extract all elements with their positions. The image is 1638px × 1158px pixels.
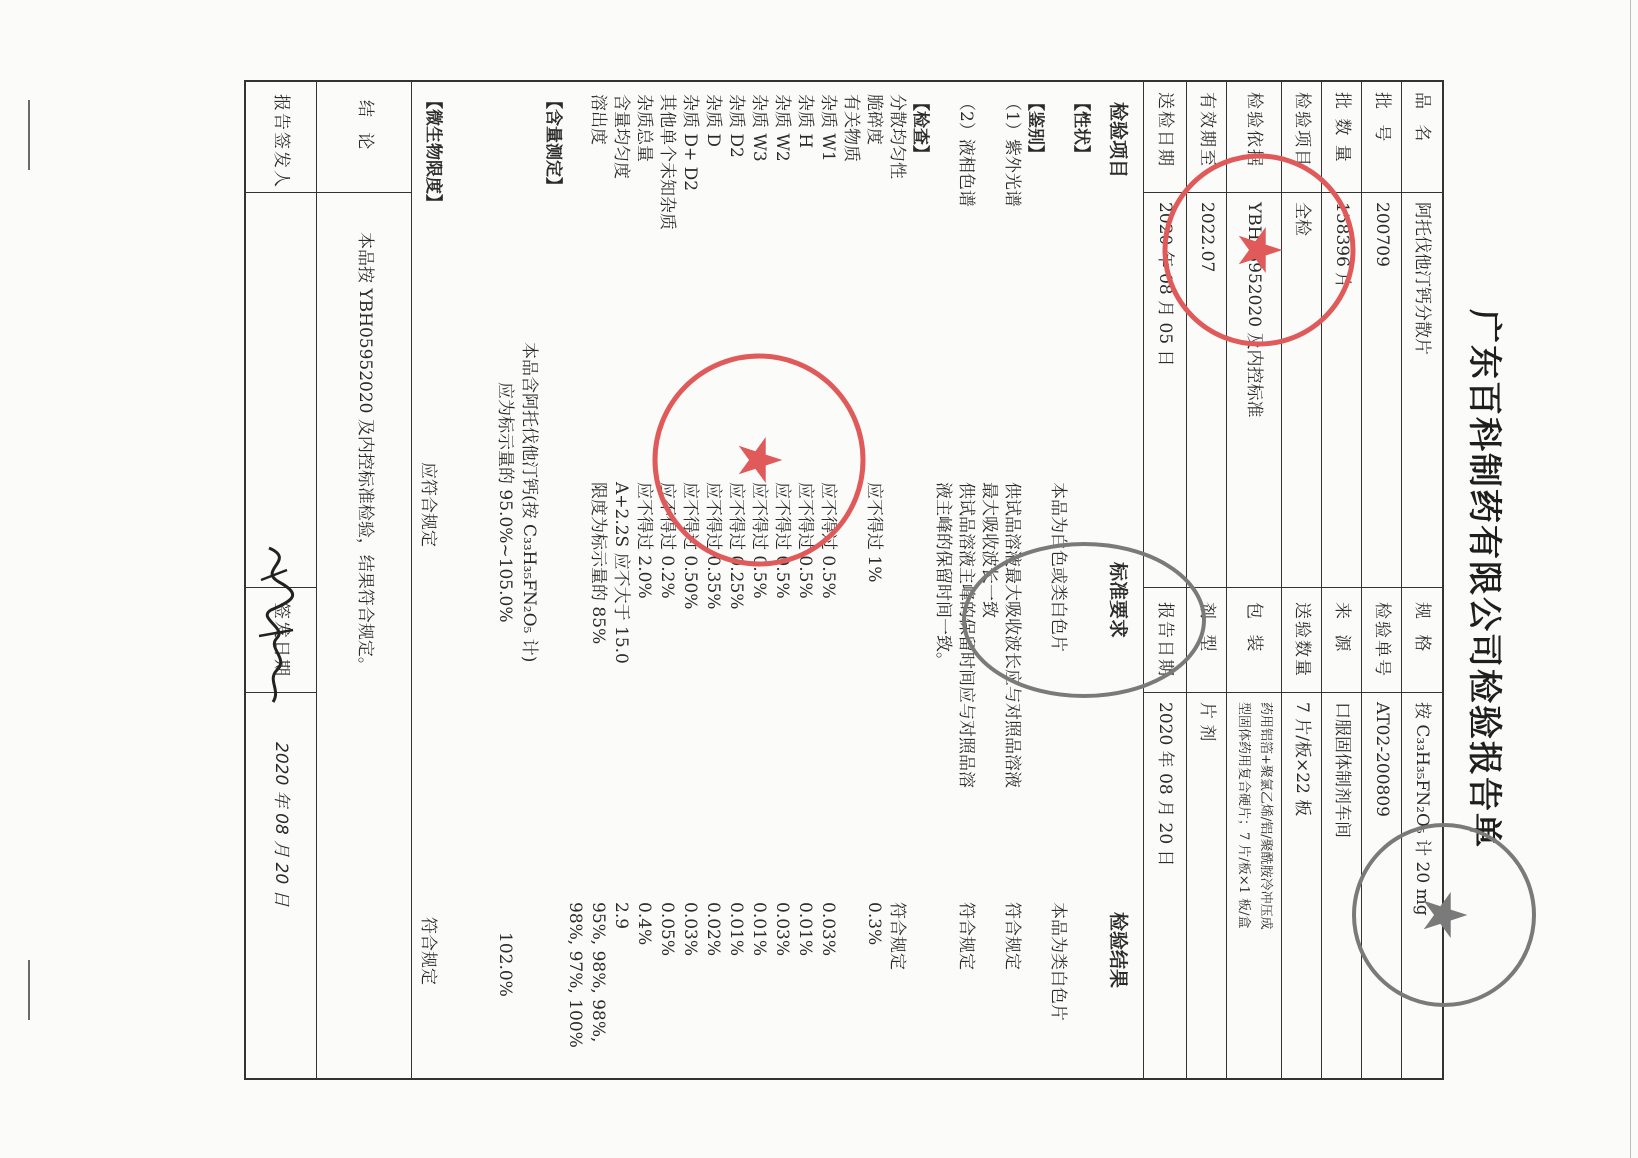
batch-no-label: 批 号	[1372, 92, 1392, 147]
report-no-label: 检验单号	[1372, 602, 1392, 678]
row-item: 溶出度	[588, 94, 608, 145]
assay-text-line2: 应为标示量的 95.0%~105.0%	[495, 382, 515, 623]
row-standard: 应不得过 2.0%	[634, 482, 654, 599]
batch-qty-value: 158396 片	[1332, 202, 1352, 290]
micro-result: 符合规定	[418, 917, 438, 985]
batch-qty-label: 批 数 量	[1332, 92, 1352, 164]
row-result: 2.9	[611, 902, 631, 930]
row-result: 符合规定	[956, 902, 976, 970]
batch-no-value: 200709	[1372, 202, 1392, 267]
row-item: 杂质 D+ D2	[680, 94, 700, 192]
row-item: （1）紫外光谱	[1002, 94, 1022, 207]
logistics-oval-stamp	[959, 540, 1209, 700]
source-value: 口服固体制剂车间	[1332, 702, 1352, 838]
report-title: 广东百科制药有限公司检验报告单	[1464, 309, 1504, 849]
send-date-label: 送检日期	[1155, 92, 1175, 168]
packaging-label: 包 装	[1244, 602, 1264, 657]
row-standard: 应不得过 0.25%	[726, 482, 746, 610]
row-result: 0.4%	[634, 902, 654, 946]
row-result: 0.03%	[818, 902, 838, 957]
row-item: 杂质 W1	[818, 94, 838, 162]
row-item: 含量均匀度	[611, 94, 631, 179]
row-result: 0.01%	[795, 902, 815, 957]
sample-qty-value: 7 片/板×22 板	[1292, 702, 1312, 817]
row-standard: 应不得过 0.5%	[772, 482, 792, 599]
row-standard: 供试品溶液主峰的保留时间应与对照品溶	[956, 482, 976, 788]
row-result: 0.03%	[680, 902, 700, 957]
report-no-value: AT02-200809	[1372, 702, 1392, 817]
row-standard: 应不得过 1%	[864, 482, 884, 583]
micro-label: 【微生物限度】	[423, 92, 443, 211]
row-item: （2）液相色谱	[956, 94, 976, 207]
dosage-form-label: 剂 型	[1197, 602, 1217, 657]
scan-artifact-mark	[28, 100, 30, 170]
row-standard: 应不得过 0.50%	[680, 482, 700, 610]
spec-value: 按 C₃₃H₃₅FN₂O₅ 计 20 mg	[1412, 702, 1432, 916]
assay-label: 【含量测定】	[543, 92, 563, 194]
conclusion-text: 本品按 YBH05952020 及内控标准检验，结果符合规定。	[355, 232, 375, 674]
row-standard: A+2.2S 应不大于 15.0	[611, 482, 631, 664]
test-items-value: 全检	[1292, 202, 1312, 236]
company-quality-dept-stamp: ★	[1159, 150, 1359, 350]
issue-date-value: 2020 年 08 月 20 日	[271, 742, 291, 907]
row-item: 杂质 H	[795, 94, 815, 149]
column-result-header: 检验结果	[1107, 912, 1129, 989]
row-item: 分散均匀性	[887, 94, 907, 179]
inspection-report-document	[119, 60, 1519, 1098]
row-result: 本品为类白色片	[1048, 902, 1068, 1021]
scan-edge	[1630, 0, 1631, 1158]
report-date-value: 2020 年 08 月 20 日	[1155, 702, 1175, 867]
row-result: 符合规定	[1002, 902, 1022, 970]
column-item-header: 检验项目	[1107, 102, 1129, 179]
row-item: 杂质 D	[703, 94, 723, 148]
row-result: 0.03%	[772, 902, 792, 957]
row-item: 杂质 W2	[772, 94, 792, 162]
row-standard: 应不得过 0.35%	[703, 482, 723, 610]
row-standard: 本品为白色或类白色片	[1048, 482, 1068, 652]
row-standard: 限度为标示量的 85%	[588, 482, 608, 645]
row-item: 杂质 D2	[726, 94, 746, 158]
row-result: 98%, 97%, 100%	[565, 902, 585, 1048]
row-result: 0.02%	[703, 902, 723, 957]
spec-label: 规 格	[1412, 602, 1432, 657]
row-result: 0.3%	[864, 902, 884, 946]
row-item: 杂质 W3	[749, 94, 769, 162]
test-items-label: 检验项目	[1292, 92, 1312, 168]
row-result: 0.01%	[726, 902, 746, 957]
test-basis-value: YBH05952020 及内控标准	[1244, 202, 1264, 418]
issue-date-label: 签发日期	[271, 602, 291, 678]
micro-standard: 应符合规定	[418, 462, 438, 547]
product-name-value: 阿托伐他汀钙分散片	[1412, 202, 1432, 355]
distributor-red-stamp: ★	[649, 350, 869, 570]
row-item: 【检查】	[910, 94, 930, 162]
assay-text-line1: 本品含阿托伐他汀钙(按 C₃₃H₃₅FN₂O₅ 计)	[519, 342, 539, 663]
row-result: 95%, 98%, 98%,	[588, 902, 608, 1043]
row-item: 【性状】	[1071, 94, 1091, 162]
send-date-value: 2020 年 08 月 05 日	[1155, 202, 1175, 367]
sample-qty-label: 送验数量	[1292, 602, 1312, 678]
product-name-label: 品 名	[1412, 92, 1432, 147]
row-standard: 应不得过 0.5%	[795, 482, 815, 599]
packaging-value-line2: 型固体药用复合硬片；7 片/板×1 板/盒	[1236, 702, 1251, 929]
row-item: 杂质总量	[634, 94, 654, 162]
report-date-label: 报告日期	[1155, 602, 1175, 678]
row-standard: 应不得过 0.5%	[749, 482, 769, 599]
row-item: 有关物质	[841, 94, 861, 162]
row-result: 符合规定	[887, 902, 907, 970]
row-result: 0.05%	[657, 902, 677, 957]
test-basis-label: 检验依据	[1244, 92, 1264, 168]
dosage-form-value: 片 剂	[1197, 702, 1217, 742]
row-standard: 最大吸收波长一致	[979, 482, 999, 618]
signer-label: 报告签发人	[271, 94, 291, 189]
row-result: 0.01%	[749, 902, 769, 957]
row-item: 其他单个未知杂质	[657, 94, 677, 230]
row-standard: 供试品溶液最大吸收波长应与对照品溶液	[1002, 482, 1022, 788]
column-standard-header: 标准要求	[1107, 562, 1129, 639]
source-label: 来 源	[1332, 602, 1352, 657]
conclusion-label: 结 论	[355, 100, 375, 155]
row-standard: 应不得过 0.2%	[657, 482, 677, 599]
row-standard: 液主峰的保留时间一致。	[933, 482, 953, 669]
company-qc-stamp: ★	[1349, 820, 1539, 1010]
row-item: 脆碎度	[864, 94, 884, 145]
assay-result: 102.0%	[495, 932, 515, 997]
row-item: 【鉴别】	[1025, 94, 1045, 162]
validity-value: 2022.07	[1197, 202, 1217, 273]
row-standard: 应不得过 0.5%	[818, 482, 838, 599]
packaging-value-line1: 药用铝箔+聚氯乙烯/铝/聚酰胺冷冲压成	[1258, 702, 1273, 930]
validity-label: 有效期至	[1197, 92, 1217, 168]
handwritten-signature	[247, 540, 307, 710]
scan-artifact-mark	[28, 960, 30, 1020]
